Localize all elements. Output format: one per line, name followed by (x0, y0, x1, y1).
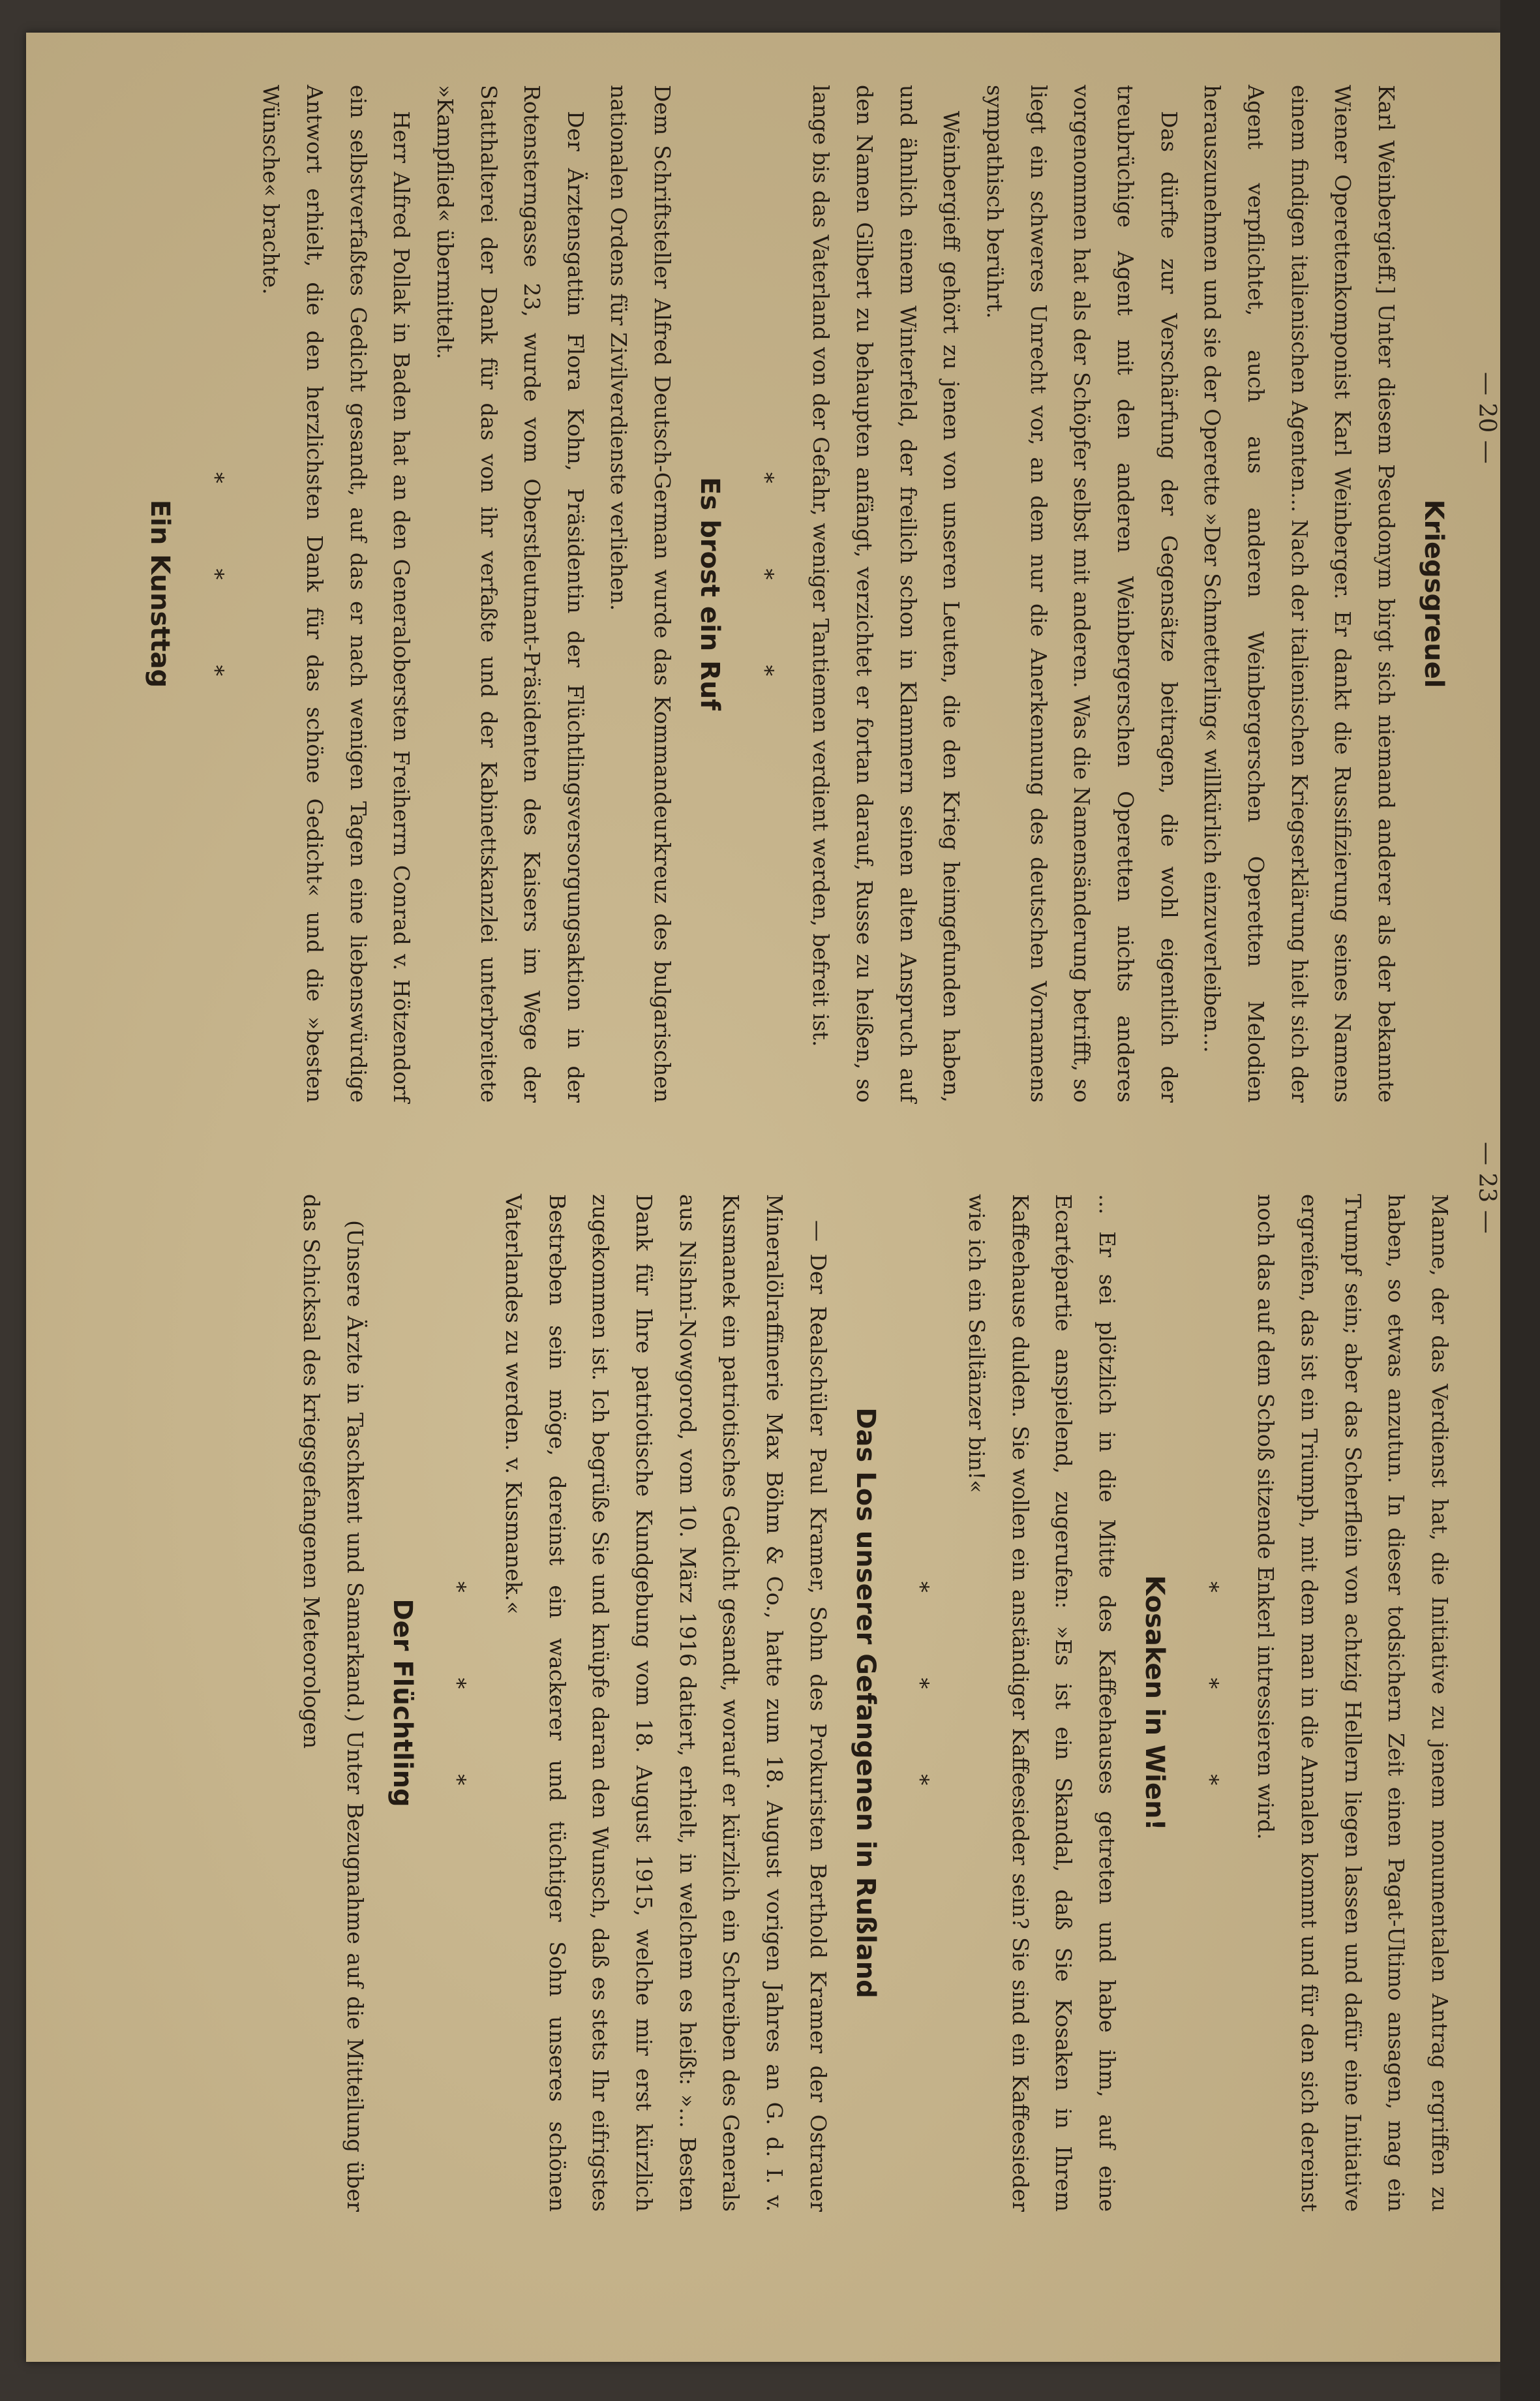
page-number-right: — 23 — (1473, 1142, 1500, 1234)
section-divider-stars: * * * (202, 472, 228, 716)
newspaper-page (26, 33, 1500, 2362)
rotated-page-content (26, 33, 1500, 2362)
kriegsgreuel-paragraph-3: Weinbergieff gehört zu jenen von unseren Leuten, die den Krieg heimgefunden haben, und ähnlich einem Winterfeld, der freilich schon in Klammern seinen alten Anspruch auf den Namen Gilbert zu behaupten anfängt, verzichtet er fortan darauf, Russe zu heißen, so lange bis das Vaterland von der Gefahr, weniger Tantiemen verdient werden, befreit ist. (808, 85, 965, 1103)
kosaken-paragraph: ... Er sei plötzlich in die Mitte des Kaffeehauses getreten und habe ihm, auf eine Ecartépartie anspielend, zugerufen: »Es ist ein Skandal, daß Sie Kosaken in Ihrem Kaffeehause dulden. Sie wollen ein anständiger Kaffeesieder sein? Sie sind ein Kaffeesieder wie ich ein Seiltänzer bin!« (964, 1194, 1121, 2212)
ruf-paragraph-2: Der Ärztensgattin Flora Kohn, Präsidentin der Flüchtlingsversorgungsaktion in der Rotensterngasse 23, wurde vom Oberstleutnant-Präsidenten des Kaisers im Wege der Statthalterei der Dank für das von ihr verfaßte und der Kabinettskanzlei unterbreitete »Kampflied« übermittelt. (432, 85, 588, 1103)
section-divider-stars: * * * (1196, 1581, 1223, 1825)
section-divider-stars: * * * (751, 472, 778, 716)
ruf-paragraph-3: Herr Alfred Pollak in Baden hat an den Generalobersten Freiherrn Conrad v. Hötzendorf ein selbstverfaßtes Gedicht gesandt, auf das er nach wenigen Tagen eine liebenswürdige Antwort erhielt, die den herzlichsten Dank für das schöne Gedicht« und die »besten Wünsche« brachte. (258, 85, 415, 1103)
fluechtling-paragraph: (Unsere Ärzte in Taschkent und Samarkand.) Unter Bezugnahme auf die Mitteilung über das Schicksal des kriegsgefangenen Meteorologen (299, 1194, 368, 2212)
heading-der-fluechtling: Der Flüchtling (387, 1598, 417, 1807)
kriegsgreuel-paragraph-2: Das dürfte zur Verschärfung der Gegensätze beitragen, die wohl eigentlich der treubrüchige Agent mit den anderen Weinbergerschen Operetten nichts anderes vorgenommen hat als der Schöpfer selbst mit anderen. Was die Namensänderung betrifft, so liegt ein schweres Unrecht vor, an dem nur die Anerkennung des deutschen Vornamens sympathisch berührt. (982, 85, 1182, 1103)
heading-es-brost-ein-ruf: Es brost ein Ruf (695, 477, 725, 711)
section-divider-stars: * * * (444, 1581, 471, 1825)
heading-kriegsgreuel: Kriegsgreuel (1419, 499, 1449, 688)
heading-das-los-unserer-gefangenen: Das Los unserer Gefangenen in Rußland (850, 1407, 881, 1998)
intro-paragraph: Manne, der das Verdienst hat, die Initiative zu jenem monumentalen Antrag ergriffen zu haben, so etwas anzutun. In dieser todsichern Zeit einen Pagat-Ultimo ansagen, mag ein Trumpf sein; aber das Scherflein von achtzig Hellern liegen lassen und dafür eine Initiative ergreifen, das ist ein Triumph, mit dem man in die Annalen kommt und für den sich dereinst noch das auf dem Schoß sitzende Enkerl intressieren wird. (1253, 1194, 1453, 2212)
heading-kosaken-in-wien: Kosaken in Wien! (1140, 1575, 1170, 1831)
kriegsgreuel-paragraph-1: Karl Weinbergieff.] Unter diesem Pseudonym birgt sich niemand anderer als der bekannte Wiener Operettenkomponist Karl Weinberger. Er dankt die Russifizierung seines Namens einem findigen italienischen Agenten... Nach der italienischen Kriegserklärung hielt sich der Agent verpflichtet, auch aus anderen Weinbergerschen Operetten Melodien herauszunehmen und sie der Operette »Der Schmetterling« willkürlich einzuverleiben... (1200, 85, 1399, 1103)
ruf-paragraph-1: Dem Schriftsteller Alfred Deutsch-German wurde das Kommandeurkreuz des bulgarischen nationalen Ordens für Zivilverdienste verliehen. (606, 85, 676, 1103)
heading-ein-kunsttag: Ein Kunsttag (144, 499, 175, 688)
right-column (290, 1194, 1461, 2212)
left-column (134, 85, 1461, 1103)
section-divider-stars: * * * (907, 1581, 934, 1825)
los-paragraph: — Der Realschüler Paul Kramer, Sohn des Prokuristen Berthold Kramer der Ostrauer Mineralölraffinerie Max Böhm & Co., hatte zum 18. August vorigen Jahres an G. d. I. v. Kusmanek ein patriotisches Gedicht gesandt, worauf er kürzlich ein Schreiben des Generals aus Nishni-Nowgorod, vom 10. März 1916 datiert, erhielt, in welchem es heißt: »... Besten Dank für Ihre patriotische Kundgebung vom 18. August 1915, welche mir erst kürzlich zugekommen ist. Ich begrüße Sie und knüpfe daran den Wunsch, daß es stets Ihr eifrigstes Bestreben sein möge, dereinst ein wackerer und tüchtiger Sohn unseres schönen Vaterlandes zu werden. v. Kusmanek.« (501, 1194, 831, 2212)
scan-background-edge (1500, 0, 1540, 2401)
page-number-left: — 20 — (1473, 372, 1500, 464)
